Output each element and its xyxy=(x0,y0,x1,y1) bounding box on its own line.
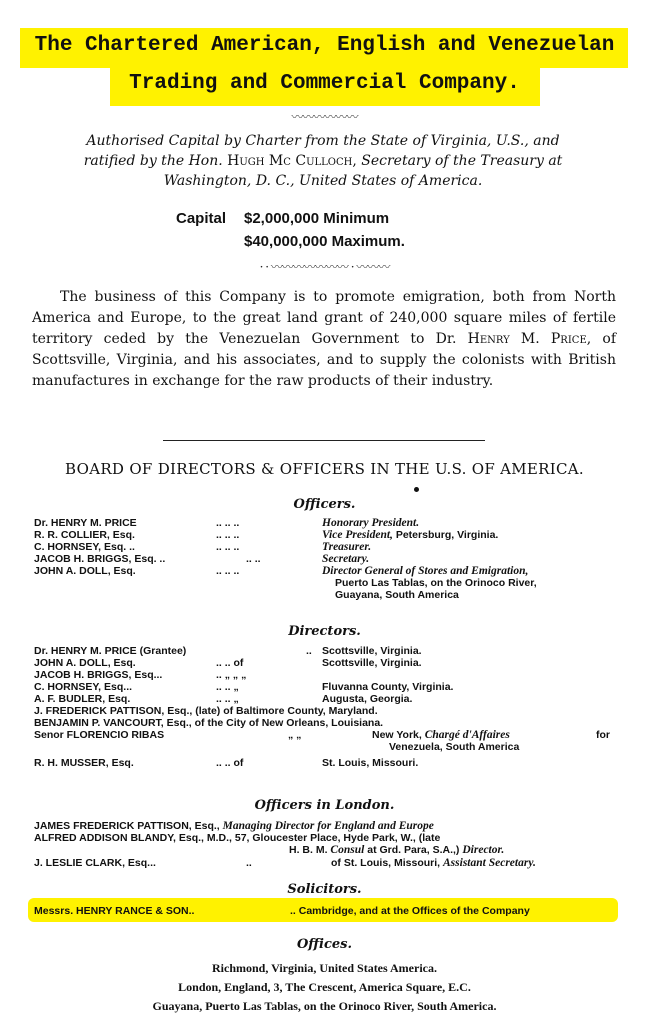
officer-role: Director General of Stores and Emigration, xyxy=(322,565,529,577)
director-place: Scottsville, Virginia. xyxy=(322,645,422,657)
intro-part-2: of Scottsville, Virginia, and his associates, and to supply the colonists with British manufactures in exchange for the raw products of their industry. xyxy=(32,331,617,389)
director-name: Senor FLORENCIO RIBAS xyxy=(34,729,165,741)
director-name: BENJAMIN P. VANCOURT, Esq., of the City of New Orleans, Louisiana. xyxy=(34,717,384,729)
officer-leader-dots: .. .. .. xyxy=(216,517,240,529)
officer-leader-dots: .. .. .. xyxy=(216,565,240,577)
officer-name: C. HORNSEY, Esq. .. xyxy=(34,541,135,553)
hbm-text: H. B. M. xyxy=(289,844,328,856)
officers-heading: Officers. xyxy=(293,497,356,512)
authorised-line-3: Washington, D. C., United States of America. xyxy=(163,173,483,189)
officer-name: R. R. COLLIER, Esq. xyxy=(34,529,135,541)
director-leader-dots: .. .. „ xyxy=(216,681,239,693)
title-line-1: The Chartered American, English and Venezuelan xyxy=(34,34,615,57)
ink-dot xyxy=(414,487,419,492)
doll-address-1: Puerto Las Tablas, on the Orinoco River, xyxy=(335,577,537,589)
capital-label: Capital xyxy=(176,210,227,227)
intro-part-1: The business of this Company is to promote emigration, both from North America and Europe, to the great land grant of 240,000 square miles of fertile territory ceded by the Venezuelan Government to Dr. xyxy=(32,289,616,347)
officer-leader-dots: .. .. .. xyxy=(216,541,240,553)
director-row-budler xyxy=(34,693,614,705)
officer-row-briggs xyxy=(34,553,614,565)
authorised-line-1: Authorised Capital by Charter from the State of Virginia, U.S., and xyxy=(86,133,560,149)
director-row-pattison xyxy=(34,705,614,717)
london-name: J. LESLIE CLARK, Esq... xyxy=(34,857,156,869)
office-richmond: Richmond, Virginia, United States America. xyxy=(212,961,437,975)
authorised-line-2a: ratified by the Hon. xyxy=(83,153,223,169)
director-leader-dots: .. xyxy=(306,645,312,657)
office-guayana: Guayana, Puerto Las Tablas, on the Orinoco River, South America. xyxy=(152,999,497,1013)
london-name: JAMES FREDERICK PATTISON, Esq., xyxy=(34,820,220,832)
director-for: for xyxy=(596,729,610,741)
director-name: A. F. BUDLER, Esq. xyxy=(34,693,131,705)
officer-leader-dots: .. .. .. xyxy=(216,529,240,541)
grd-para-text: at Grd. Para, S.A.,) xyxy=(367,844,460,856)
director-ditto-marks: „ „ xyxy=(288,729,302,741)
officer-role: Honorary President. xyxy=(322,517,420,529)
london-officers-heading: Officers in London. xyxy=(254,798,395,813)
director-row-price xyxy=(34,645,614,657)
director-row-vancourt xyxy=(34,717,614,729)
london-blandy-text: ALFRED ADDISON BLANDY, Esq., M.D., 57, Gloucester Place, Hyde Park, W., (late xyxy=(34,832,441,844)
officer-name: Dr. HENRY M. PRICE xyxy=(34,517,137,529)
director-place: Fluvanna County, Virginia. xyxy=(322,681,454,693)
officer-role: Vice President, xyxy=(322,529,393,541)
london-row-clark xyxy=(34,857,614,869)
london-place: of St. Louis, Missouri, xyxy=(331,857,441,869)
director-row-ribas xyxy=(34,729,614,741)
director-leader-dots: .. .. of xyxy=(216,657,244,669)
london-role: Managing Director for England and Europe xyxy=(222,820,434,832)
solicitor-place: .. Cambridge, and at the Offices of the Company xyxy=(290,905,530,917)
director-name: Dr. HENRY M. PRICE (Grantee) xyxy=(34,645,187,657)
director-place: New York, xyxy=(372,729,422,741)
board-heading: BOARD OF DIRECTORS & OFFICERS IN THE U.S. OF AMERICA. xyxy=(65,460,584,478)
director-leader-dots: .. „ „ „ xyxy=(216,669,247,681)
director-row-hornsey xyxy=(34,681,614,693)
officer-row-doll xyxy=(34,565,614,577)
ornament-divider-2: · · 〰〰〰〰〰〰〰 · 〰〰〰 xyxy=(259,260,390,274)
horizontal-rule xyxy=(163,440,485,441)
director-leader-dots: .. .. of xyxy=(216,757,244,769)
officer-role: Secretary. xyxy=(322,553,370,565)
capital-maximum: $40,000,000 Maximum. xyxy=(244,233,405,250)
authorised-line-2b: Secretary of the Treasury at xyxy=(361,153,563,169)
offices-heading: Offices. xyxy=(296,937,353,952)
hugh-mcculloch-name: Hugh Mc Culloch, xyxy=(227,153,357,169)
london-role: Assistant Secretary. xyxy=(443,857,536,869)
ornament-divider: 〰〰〰〰〰〰 xyxy=(291,110,358,124)
henry-price-name: Henry M. Price, xyxy=(467,331,592,347)
authorised-capital-text xyxy=(30,131,616,191)
directors-heading: Directors. xyxy=(288,624,361,639)
doll-address-2: Guayana, South America xyxy=(335,589,459,601)
officer-name: JACOB H. BRIGGS, Esq. .. xyxy=(34,553,166,565)
solicitors-row xyxy=(34,905,614,917)
director-name: JOHN A. DOLL, Esq. xyxy=(34,657,136,669)
director-place: St. Louis, Missouri. xyxy=(322,757,419,769)
officer-place: Petersburg, Virginia. xyxy=(395,529,499,541)
london-row-blandy xyxy=(34,832,614,844)
director-role: Chargé d'Affaires xyxy=(424,729,510,741)
director-name: J. FREDERICK PATTISON, Esq., (late) of Baltimore County, Maryland. xyxy=(34,705,378,717)
director-row-briggs xyxy=(34,669,614,681)
director-name: JACOB H. BRIGGS, Esq... xyxy=(34,669,163,681)
london-leader-dots: .. xyxy=(246,857,252,869)
director-place: Scottsville, Virginia. xyxy=(322,657,422,669)
director-name: C. HORNSEY, Esq... xyxy=(34,681,133,693)
title-line-2: Trading and Commercial Company. xyxy=(129,72,520,95)
director-place: Augusta, Georgia. xyxy=(322,693,413,705)
consul-role: Consul xyxy=(330,844,365,856)
director-row-doll xyxy=(34,657,614,669)
london-row-pattison xyxy=(34,820,614,832)
intro-paragraph xyxy=(32,287,616,392)
director-row-musser xyxy=(34,757,614,769)
ribas-address: Venezuela, South America xyxy=(389,741,520,753)
officer-row-price xyxy=(34,517,614,529)
director-title: Director. xyxy=(462,844,505,856)
director-leader-dots: .. .. „ xyxy=(216,693,239,705)
solicitor-name: Messrs. HENRY RANCE & SON.. xyxy=(34,905,195,917)
officer-row-hornsey xyxy=(34,541,614,553)
officer-leader-dots: .. .. xyxy=(246,553,261,565)
officer-role: Treasurer. xyxy=(322,541,372,553)
capital-minimum: $2,000,000 Minimum xyxy=(244,210,390,227)
solicitors-heading: Solicitors. xyxy=(287,882,362,897)
officer-row-collier xyxy=(34,529,614,541)
officer-name: JOHN A. DOLL, Esq. xyxy=(34,565,136,577)
director-name: R. H. MUSSER, Esq. xyxy=(34,757,134,769)
authorised-line-2 xyxy=(30,151,616,171)
office-london: London, England, 3, The Crescent, America Square, E.C. xyxy=(178,980,471,994)
